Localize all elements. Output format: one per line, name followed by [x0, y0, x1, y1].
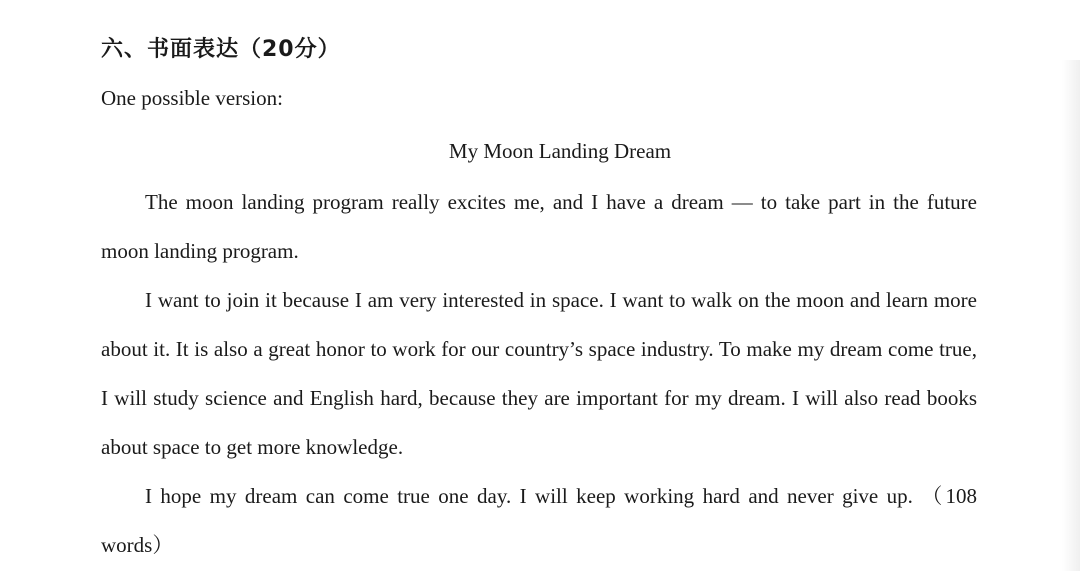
essay-paragraph: I hope my dream can come true one day. I will keep working hard and never give up. （108 words） [101, 484, 977, 557]
section-heading: 六、书面表达（20分） [101, 37, 341, 62]
essay-body [101, 178, 977, 570]
essay-title: My Moon Landing Dream [448, 139, 672, 163]
page-edge-shadow [1062, 60, 1080, 571]
essay-paragraph: The moon landing program really excites me, and I have a dream — to take part in the future moon landing program. [101, 190, 977, 263]
essay-paragraph: I want to join it because I am very interested in space. I want to walk on the moon and learn more about it. It is also a great honor to work for our country’s space industry. To make my dream come true, I will study science and English hard, because they are important for my dream. I will also read books about space to get more knowledge. [101, 288, 977, 459]
intro-line: One possible version: [101, 86, 283, 110]
